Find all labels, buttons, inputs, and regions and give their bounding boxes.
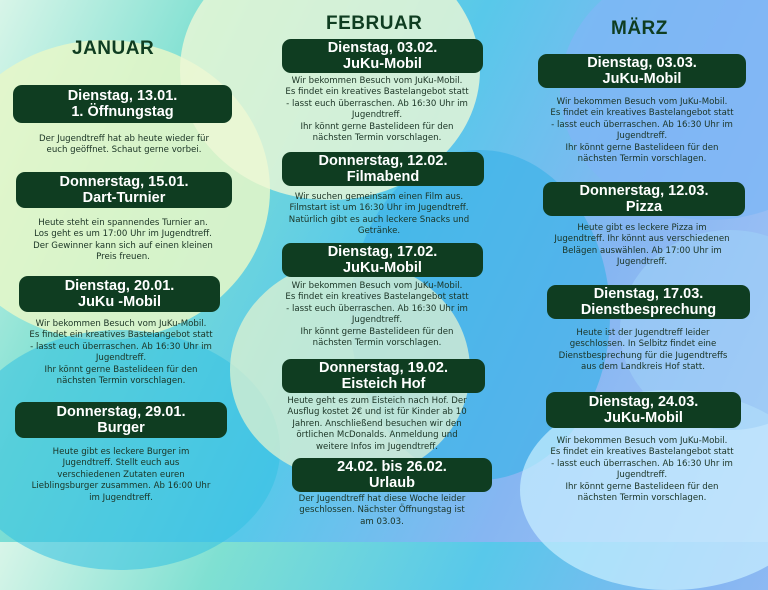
- event-januar-4: [15, 402, 227, 438]
- event-title: JuKu-Mobil: [343, 56, 422, 72]
- event-date: Donnerstag, 29.01.: [56, 404, 186, 420]
- month-title-januar: JANUAR: [72, 38, 155, 59]
- event-januar-2: [16, 172, 232, 208]
- event-description: Heute ist der Jugendtreff leider geschlossen. In Selbitz findet eine Dienstbesprechung für die Jugendtreffs aus dem Landkreis Hof statt.: [558, 328, 728, 373]
- event-title: Dienstbesprechung: [580, 302, 717, 318]
- event-februar-5: [292, 458, 492, 492]
- event-februar-1: [282, 39, 483, 73]
- event-description: Der Jugendtreff hat ab heute wieder für euch geöffnet. Schaut gerne vorbei.: [39, 134, 209, 156]
- event-date: Dienstag, 03.02.: [327, 40, 438, 56]
- event-maerz-3: [547, 285, 750, 319]
- event-januar-3: [19, 276, 220, 312]
- event-date: Dienstag, 13.01.: [67, 88, 178, 104]
- event-title: JuKu-Mobil: [602, 71, 682, 87]
- event-description: Heute gibt es leckere Pizza im Jugendtreff. Ihr könnt aus verschiedenen Belägen auswählen. Ab 17:00 Uhr im Jugendtreff.: [554, 223, 730, 268]
- month-title-februar: FEBRUAR: [326, 13, 423, 34]
- event-description: Wir bekommen Besuch vom JuKu-Mobil. Es findet ein kreatives Bastelangebot statt - lasst euch überraschen. Ab 16:30 Uhr im Jugendtreff. Ihr könnt gerne Bastelideen für den nächsten Termin vorschlagen.: [285, 76, 469, 144]
- event-title: JuKu -Mobil: [78, 294, 161, 310]
- event-description: Heute gibt es leckere Burger im Jugendtreff. Stellt euch aus verschiedenen Zutaten euren Lieblingsburger zusammen. Ab 16:00 Uhr im Jugendtreff.: [31, 447, 211, 503]
- event-date: Dienstag, 24.03.: [588, 394, 699, 410]
- month-title-maerz: MÄRZ: [611, 18, 668, 39]
- event-februar-3: [282, 243, 483, 277]
- event-date: Dienstag, 17.03.: [593, 286, 704, 302]
- event-title: Pizza: [625, 199, 663, 215]
- event-maerz-4: [546, 392, 741, 428]
- event-maerz-1: [538, 54, 746, 88]
- event-date: Donnerstag, 12.02.: [318, 153, 448, 169]
- event-title: Burger: [97, 420, 145, 436]
- event-title: 1. Öffnungstag: [71, 104, 174, 120]
- event-description: Wir bekommen Besuch vom JuKu-Mobil. Es findet ein kreatives Bastelangebot statt - lasst euch überraschen. Ab 16:30 Uhr im Jugendtreff. Ihr könnt gerne Bastelideen für den nächsten Termin vorschlagen.: [550, 97, 734, 165]
- event-description: Wir bekommen Besuch vom JuKu-Mobil. Es findet ein kreatives Bastelangebot statt - lasst euch überraschen. Ab 16:30 Uhr im Jugendtreff. Ihr könnt gerne Bastelideen für den nächsten Termin vorschlagen.: [29, 319, 213, 387]
- event-title: Urlaub: [369, 475, 415, 491]
- event-januar-1: [13, 85, 232, 123]
- event-date: Dienstag, 03.03.: [587, 55, 697, 71]
- event-description: Wir suchen gemeinsam einen Film aus. Filmstart ist um 16:30 Uhr im Jugendtreff. Natürlich gibt es auch leckere Snacks und Getränke.: [288, 192, 470, 237]
- event-date: Dienstag, 17.02.: [327, 244, 438, 260]
- event-description: Heute steht ein spannendes Turnier an. Los geht es um 17:00 Uhr im Jugendtreff. Der Gewinner kann sich auf einen kleinen Preis freuen.: [33, 218, 213, 263]
- event-title: Dart-Turnier: [82, 190, 166, 206]
- event-maerz-2: [543, 182, 745, 216]
- event-date: Donnerstag, 19.02.: [319, 360, 448, 376]
- event-title: JuKu-Mobil: [343, 260, 422, 276]
- event-description: Der Jugendtreff hat diese Woche leider geschlossen. Nächster Öffnungstag ist am 03.03.: [298, 494, 466, 527]
- event-date: Donnerstag, 12.03.: [579, 183, 709, 199]
- event-title: Filmabend: [346, 169, 420, 185]
- event-februar-4: [282, 359, 485, 393]
- event-description: Wir bekommen Besuch vom JuKu-Mobil. Es findet ein kreatives Bastelangebot statt - lasst euch überraschen. Ab 16:30 Uhr im Jugendtreff. Ihr könnt gerne Bastelideen für den nächsten Termin vorschlagen.: [550, 436, 734, 504]
- event-description: Wir bekommen Besuch vom JuKu-Mobil. Es findet ein kreatives Bastelangebot statt - lasst euch überraschen. Ab 16:30 Uhr im Jugendtreff. Ihr könnt gerne Bastelideen für den nächsten Termin vorschlagen.: [285, 281, 469, 349]
- event-februar-2: [282, 152, 484, 186]
- event-title: Eisteich Hof: [341, 376, 426, 392]
- event-date: Donnerstag, 15.01.: [59, 174, 189, 190]
- event-date: 24.02. bis 26.02.: [337, 459, 447, 475]
- event-description: Heute geht es zum Eisteich nach Hof. Der Ausflug kostet 2€ und ist für Kinder ab 10 Jahren. Anschließend besuchen wir den örtlichen McDonalds. Anmeldung und weitere Infos im Jugendtreff.: [287, 396, 467, 452]
- event-date: Dienstag, 20.01.: [64, 278, 175, 294]
- event-title: JuKu-Mobil: [604, 410, 683, 426]
